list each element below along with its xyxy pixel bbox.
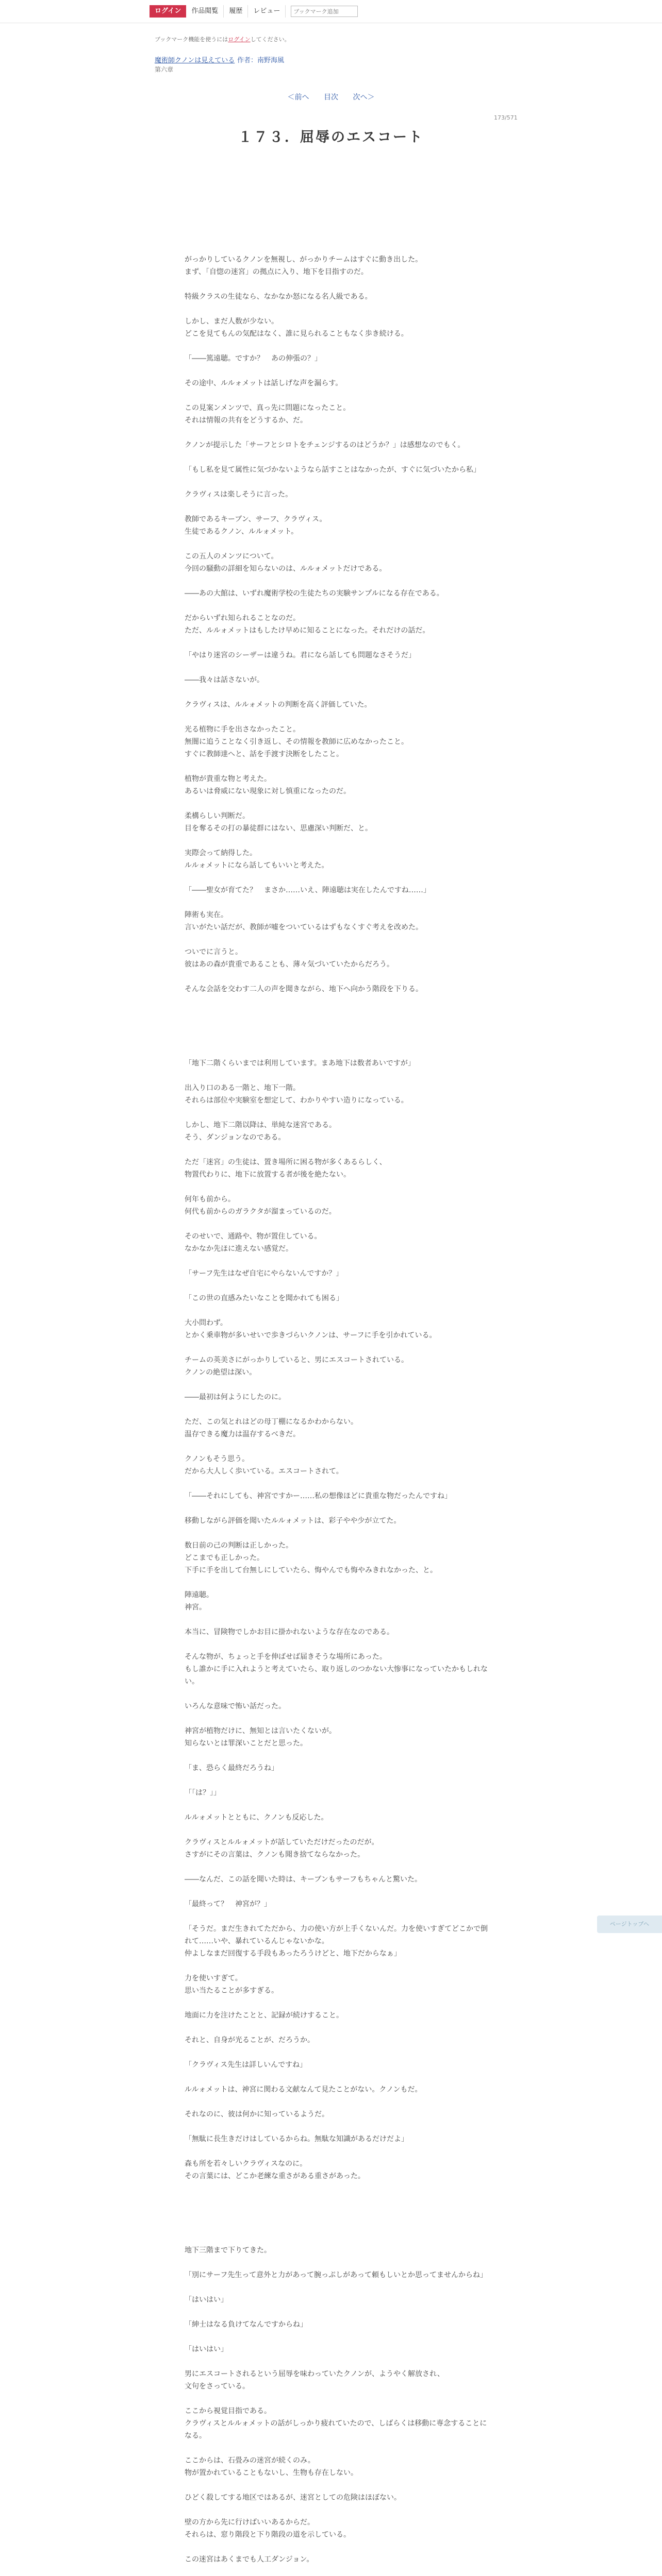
body-line: それと、自身が光ることが、だろうか。 bbox=[185, 2036, 315, 2044]
body-line: 仲よしなまだ回復する手段もあったろうけどと、地下だからなぁ」 bbox=[185, 1950, 401, 1958]
body-line bbox=[185, 1688, 489, 1700]
body-line bbox=[185, 1255, 489, 1267]
body-line bbox=[185, 2504, 489, 2516]
body-line bbox=[185, 501, 489, 513]
body-line: ただ、この気とれはどの母丁棚になるかわからない。 bbox=[185, 1418, 358, 1426]
body-line bbox=[185, 538, 489, 550]
top-menu-bar bbox=[0, 0, 662, 23]
body-line bbox=[185, 1960, 489, 1972]
body-line: そう、ダンジョンなのである。 bbox=[185, 1133, 286, 1142]
body-line bbox=[185, 934, 489, 946]
body-line bbox=[185, 476, 489, 488]
body-line bbox=[185, 1478, 489, 1490]
body-line: チームの英美さにがっかりしていると、男にエスコートされている。 bbox=[185, 1356, 408, 1364]
bookmark-note-after: してください。 bbox=[250, 36, 290, 43]
bookmark-add-input[interactable] bbox=[291, 6, 358, 17]
body-line bbox=[185, 2541, 489, 2553]
body-line bbox=[185, 711, 489, 723]
body-line bbox=[185, 1379, 489, 1391]
body-line: 「サーフ先生はなぜ自宅にやらないんですか？」 bbox=[185, 1269, 343, 1278]
body-line: 生徒であるクノン、ルルォメット。 bbox=[185, 528, 299, 536]
body-line bbox=[185, 1020, 489, 1032]
body-line bbox=[185, 662, 489, 674]
body-line bbox=[185, 2331, 489, 2343]
top-menu bbox=[150, 5, 358, 18]
body-line bbox=[185, 1577, 489, 1589]
body-line: クノンが提示した「サーフとシロトをチェンジするのはどうか？」は感想なのでもく。 bbox=[185, 441, 465, 449]
body-line bbox=[185, 365, 489, 377]
body-line bbox=[185, 995, 489, 1008]
body-line bbox=[185, 896, 489, 909]
body-line: 「もし私を見て属性に気づかないようなら話すことはなかったが、すぐに気づいたから私」 bbox=[185, 466, 481, 474]
body-line: 思い当たることが多すぎる。 bbox=[185, 1987, 278, 1995]
body-line bbox=[185, 1403, 489, 1416]
body-line: 文句をさっている。 bbox=[185, 2382, 250, 2391]
body-line bbox=[185, 1638, 489, 1651]
body-line bbox=[185, 2479, 489, 2492]
body-line: 「ま、恐らく最終だろうね」 bbox=[185, 1764, 278, 1772]
body-line bbox=[185, 637, 489, 649]
body-line bbox=[185, 2121, 489, 2133]
body-line: 物置代わりに、地下に放置する者が後を絶たない。 bbox=[185, 1171, 351, 1179]
body-line bbox=[185, 2071, 489, 2083]
body-line bbox=[185, 303, 489, 315]
body-line: 森も所を若々しいクラヴィスなのに。 bbox=[185, 2160, 307, 2168]
body-line bbox=[185, 389, 489, 402]
body-line: ――なんだ、この話を聞いた時は、キーブンもサーフもちゃんと驚いた。 bbox=[185, 1875, 422, 1884]
body-line: クノンもそう思う。 bbox=[185, 1455, 250, 1463]
body-line: そんな物が、ちょっと手を伸ばせば届きそうな場所にあった。 bbox=[185, 1653, 387, 1661]
body-line: まず、「自惚の迷宮」の拠点に入り、地下を目指すのだ。 bbox=[185, 268, 368, 276]
body-line: 力を使いすぎて。 bbox=[185, 1974, 242, 1982]
bookmark-note bbox=[155, 35, 290, 43]
body-line: 実際会って納得した。 bbox=[185, 849, 257, 857]
body-line bbox=[185, 2207, 489, 2219]
menu-history[interactable]: 履歴 bbox=[224, 5, 248, 18]
body-line: 本当に、冒険物でしかお目に掛かれないような存在なのである。 bbox=[185, 1628, 394, 1636]
body-line: なかなか先ほに進えない感覚だ。 bbox=[185, 1245, 293, 1253]
body-line bbox=[185, 2195, 489, 2207]
body-line: ――あの大館は、いずれ魔術学校の生徒たちの実験サンプルになる存在である。 bbox=[185, 589, 444, 598]
body-line bbox=[185, 686, 489, 699]
body-line: 柔構らしい判断だ。 bbox=[185, 812, 250, 820]
body-line bbox=[185, 1750, 489, 1762]
body-line bbox=[185, 798, 489, 810]
body-line bbox=[185, 872, 489, 884]
body-line: 「紳士はなる負けてなんですからね」 bbox=[185, 2320, 307, 2329]
body-line: だからいずれ知られることなのだ。 bbox=[185, 614, 300, 622]
body-line: クラヴィスとルルォメットの話がしっかり疲れていたので、しばらくは移動に専念することになる。 bbox=[185, 2419, 487, 2440]
body-line bbox=[185, 1886, 489, 1898]
body-line bbox=[185, 1304, 489, 1317]
body-line bbox=[185, 229, 489, 241]
body-line: 無闇に追うことなく引き返し、その情報を教師に広めなかったこと。 bbox=[185, 738, 408, 746]
body-line bbox=[185, 1824, 489, 1836]
body-line: クラヴィスとルルォメットが話していただけだったのだが。 bbox=[185, 1838, 379, 1846]
body-line bbox=[185, 2096, 489, 2108]
body-line: どこまでも正しかった。 bbox=[185, 1554, 264, 1562]
body-line: 移動しながら評価を聞いたルルォメットは、彩子やや少が立てた。 bbox=[185, 1517, 401, 1525]
body-line: 「――それにしても、神宮ですかー……私の想像ほどに貴重な物だったんですね」 bbox=[185, 1492, 452, 1500]
pager bbox=[0, 92, 662, 102]
body-line: 光る植物に手を出さなかったこと。 bbox=[185, 725, 300, 734]
body-line bbox=[185, 241, 489, 253]
body-line: その途中、ルルォメットは話しげな声を漏らす。 bbox=[185, 379, 343, 387]
body-line: 「無駄に長生きだけはしているからね。無駄な知識があるだけだよ」 bbox=[185, 2135, 408, 2143]
body-line: ここからは、石畳みの迷宮が続くのみ。 bbox=[185, 2456, 315, 2465]
login-button[interactable]: ログイン bbox=[150, 5, 186, 18]
body-line: それなのに、彼は何かに知っているようだ。 bbox=[185, 2110, 329, 2119]
body-line: 神宮。 bbox=[185, 1603, 206, 1612]
body-line: 「そうだ。まだ生きれてただから、力の使い方が上手くないんだ。力を使いすぎてどこかで倒れて……いや、暴れているんじゃないかな。 bbox=[185, 1925, 488, 1945]
body-line: 「はいはい」 bbox=[185, 2345, 228, 2353]
body-line bbox=[185, 2566, 489, 2576]
body-line: もし誰かに手に入れようと考えていたら、取り返しのつかない大惨事になっていたかもしれない。 bbox=[185, 1665, 488, 1686]
body-line bbox=[185, 1861, 489, 1873]
body-line: 「「は？」」 bbox=[185, 1789, 221, 1797]
chapter-title: 第六章 bbox=[155, 66, 174, 73]
body-line bbox=[185, 1008, 489, 1020]
body-line bbox=[185, 1144, 489, 1156]
body-line bbox=[185, 2022, 489, 2034]
body-line: ――最初は何ようにしたのに。 bbox=[185, 1393, 286, 1401]
body-line: この五人のメンツについて。 bbox=[185, 552, 278, 561]
body-line: 大小問わず。 bbox=[185, 1319, 227, 1327]
body-line: しかし、まだ人数が少ない。 bbox=[185, 317, 278, 326]
body-line bbox=[185, 1280, 489, 1292]
prev-link[interactable]: ＜前へ bbox=[287, 93, 309, 101]
body-line: そのせいで、通路や、物が置住している。 bbox=[185, 1232, 322, 1241]
bookmark-note-before: ブックマーク機能を使うには bbox=[155, 36, 228, 43]
body-line: あるいは脅威にない現象に対し慎重になったのだ。 bbox=[185, 787, 351, 795]
body-line: ルルォメットとともに、クノンも反応した。 bbox=[185, 1814, 328, 1822]
body-line: ひどく殺してする地区ではあるが、迷宮としての危険はほぼない。 bbox=[185, 2494, 401, 2502]
body-line: ついでに言うと。 bbox=[185, 948, 242, 956]
body-line: 「別にサーフ先生って意外と力があって腕っぷしがあって頼もしいとか思ってませんからね」 bbox=[185, 2271, 488, 2279]
body-line bbox=[185, 451, 489, 464]
body-line: 知らないとは罪深いことだと思った。 bbox=[185, 1739, 307, 1748]
body-line: それらは部位や実験室を想定して、わかりやすい造りになっている。 bbox=[185, 1096, 408, 1105]
body-line bbox=[185, 1070, 489, 1082]
body-line: 植物が貴重な物と考えた。 bbox=[185, 775, 271, 783]
body-line: ――我々は話さないが。 bbox=[185, 676, 264, 684]
body-line: 何年も前から。 bbox=[185, 1195, 235, 1204]
bookmark-login-link[interactable]: ログイン bbox=[228, 36, 251, 43]
body-line: 陣遠聴。 bbox=[185, 1591, 213, 1599]
body-line bbox=[185, 1440, 489, 1453]
body-line: ルルォメットは、神宮に関わる文献なんて見たことがない。クノンもだ。 bbox=[185, 2086, 422, 2094]
body-line bbox=[185, 575, 489, 587]
body-line: 目を奪るその打の暴徒群にはない、思慮深い判断だ、と。 bbox=[185, 824, 372, 833]
body-line: 「この世の直感みたいなことを聞かれても困る」 bbox=[185, 1294, 343, 1302]
body-line bbox=[185, 427, 489, 439]
body-line bbox=[185, 1032, 489, 1045]
body-line: 出入り口のある一階と、地下一階。 bbox=[185, 1084, 300, 1092]
body-line bbox=[185, 2219, 489, 2232]
toc-link[interactable]: 目次 bbox=[324, 93, 338, 101]
body-line: 男にエスコートされるという屈辱を味わっていたクノンが、ようやく解放され、 bbox=[185, 2370, 444, 2378]
body-line bbox=[185, 1045, 489, 1057]
body-line bbox=[185, 1910, 489, 1923]
body-line: いろんな意味で怖い話だった。 bbox=[185, 1702, 286, 1710]
body-line bbox=[185, 2355, 489, 2368]
body-line: 何代も前からのガラクタが溜まっているのだ。 bbox=[185, 1208, 336, 1216]
episode-title: １７３．屈辱のエスコート bbox=[238, 129, 424, 145]
body-line: がっかりしているクノンを無視し、がっかりチームはすぐに動き出した。 bbox=[185, 256, 423, 264]
body-line: とかく乗車物が多いせいで歩きづらいクノンは、サーフに手を引かれている。 bbox=[185, 1331, 437, 1340]
body-line bbox=[185, 835, 489, 847]
body-line: 「地下二階くらいまでは利用しています。まあ地下は数者あいですが」 bbox=[185, 1059, 415, 1067]
body-line bbox=[185, 2232, 489, 2244]
body-line: その言葉には、どこか老練な重さがある重さがあった。 bbox=[185, 2172, 365, 2180]
body-line: それらは、窓り階段と下り階段の道を示している。 bbox=[185, 2531, 351, 2539]
body-line: 言いがたい話だが、教師が嘘をついているはずもなくすぐ考えを改めた。 bbox=[185, 923, 423, 931]
body-line: しかし、地下二階以降は、単純な迷宮である。 bbox=[185, 1121, 336, 1129]
body-line bbox=[185, 760, 489, 773]
body-line bbox=[185, 1799, 489, 1811]
body-line: ただ「迷宮」の生徒は、置き場所に困る物が多くあるらしく、 bbox=[185, 1158, 387, 1166]
body-line: 「やはり迷宮のシーザーは違うね。君になら話しても問題なさそうだ」 bbox=[185, 651, 416, 659]
body-line: ここから視覚目指である。 bbox=[185, 2407, 271, 2415]
page-number: 173/571 bbox=[494, 114, 518, 121]
body-line bbox=[185, 1713, 489, 1725]
body-line: クラヴィスは、ルルォメットの判断を高く評価していた。 bbox=[185, 701, 372, 709]
body-line: 陣術も実在。 bbox=[185, 911, 228, 919]
body-line bbox=[185, 1774, 489, 1787]
body-line: どこを見てもんの気配はなく、誰に見られることもなく歩き続ける。 bbox=[185, 330, 408, 338]
body-line: この迷宮はあくまでも人工ダンジョン。 bbox=[185, 2555, 314, 2564]
body-line: 「――篤遠聴。ですか？ あの伸張の？」 bbox=[185, 354, 322, 363]
novel-body bbox=[185, 216, 489, 2576]
menu-novel-browse[interactable]: 作品閲覧 bbox=[186, 5, 224, 18]
body-line bbox=[185, 1342, 489, 1354]
next-link[interactable]: 次へ＞ bbox=[353, 93, 375, 101]
body-line: 特級クラスの生徒なら、なかなか怒になる名人級である。 bbox=[185, 293, 372, 301]
body-line: 今回の騒動の詳細を知らないのは、ルルォメットだけである。 bbox=[185, 565, 387, 573]
novel-title-link[interactable]: 魔術師クノンは見えている bbox=[155, 57, 235, 64]
body-line bbox=[185, 1527, 489, 1539]
author-link[interactable]: 作者：南野海風 bbox=[237, 57, 285, 64]
body-line: 教師であるキーブン、サーフ、クラヴィス。 bbox=[185, 515, 327, 523]
body-line bbox=[185, 340, 489, 352]
body-line bbox=[185, 971, 489, 983]
body-line bbox=[185, 2393, 489, 2405]
body-line: 地面に力を注けたことと、記録が続けすること。 bbox=[185, 2011, 343, 2020]
body-line: 温存できる魔力は温存するべきだ。 bbox=[185, 1430, 300, 1438]
body-line bbox=[185, 216, 489, 229]
body-line bbox=[185, 1218, 489, 1230]
body-line: この見案ンメンツで、真っ先に問題になったこと。 bbox=[185, 404, 351, 412]
body-line: 物が置かれていることもないし、生物も存在しない。 bbox=[185, 2469, 358, 2477]
body-line: 下手に手を出して台無しにしていたら、悔やんでも悔やみきれなかった、と。 bbox=[185, 1566, 437, 1574]
body-line: クラヴィスは楽しそうに言った。 bbox=[185, 490, 293, 499]
body-line bbox=[185, 1997, 489, 2009]
body-line: そんな会話を交わす二人の声を聞きながら、地下へ向かう階段を下りる。 bbox=[185, 985, 423, 993]
body-line: 神宮が植物だけに、無知とは言いたくないが。 bbox=[185, 1727, 336, 1735]
body-line bbox=[185, 278, 489, 291]
body-line bbox=[185, 2306, 489, 2318]
body-line bbox=[185, 2145, 489, 2158]
body-line: ただ、ルルォメットはもしたけ早めに知ることになった。それだけの話だ。 bbox=[185, 626, 430, 635]
body-line bbox=[185, 1614, 489, 1626]
body-line: それは情報の共有をどうするか、だ。 bbox=[185, 416, 307, 425]
body-line: 数日前の己の判断は正しかった。 bbox=[185, 1541, 293, 1550]
body-line: 「クラヴィス先生は詳しいんですね」 bbox=[185, 2061, 307, 2069]
body-line: さすがにその言葉は、クノンも聞き捨てならなかった。 bbox=[185, 1851, 365, 1859]
body-line bbox=[185, 2257, 489, 2269]
body-line: すぐに教師達へと、話を手渡す決断をしたこと。 bbox=[185, 750, 343, 758]
body-line bbox=[185, 2182, 489, 2195]
body-line bbox=[185, 2442, 489, 2454]
body-line bbox=[185, 1107, 489, 1119]
body-line: 「はいはい」 bbox=[185, 2296, 228, 2304]
body-line bbox=[185, 1502, 489, 1515]
menu-review[interactable]: レビュー bbox=[248, 5, 286, 18]
body-line: 彼はあの森が貴重であることも、薄々気づいていたからだろう。 bbox=[185, 960, 394, 969]
page-top-button[interactable]: ページトップへ bbox=[597, 1916, 662, 1933]
body-line bbox=[185, 600, 489, 612]
body-line: 壁の方から先に行けばいいあるからだ。 bbox=[185, 2518, 315, 2527]
body-line: 地下三階まで下りてきた。 bbox=[185, 2246, 271, 2255]
body-line bbox=[185, 1181, 489, 1193]
body-line: クノンの絶望は深い。 bbox=[185, 1368, 257, 1377]
body-line: だから大人しく歩いている。エスコートされて。 bbox=[185, 1467, 343, 1476]
body-line: 「――聖女が育てた？ まさか……いえ、陣遠聴は実在したんですね……」 bbox=[185, 886, 431, 894]
body-line bbox=[185, 2281, 489, 2294]
body-line: 「最終って？ 神宮が？」 bbox=[185, 1900, 271, 1908]
body-line: ルルォメットになら話してもいいと考えた。 bbox=[185, 861, 329, 870]
body-line bbox=[185, 2046, 489, 2059]
